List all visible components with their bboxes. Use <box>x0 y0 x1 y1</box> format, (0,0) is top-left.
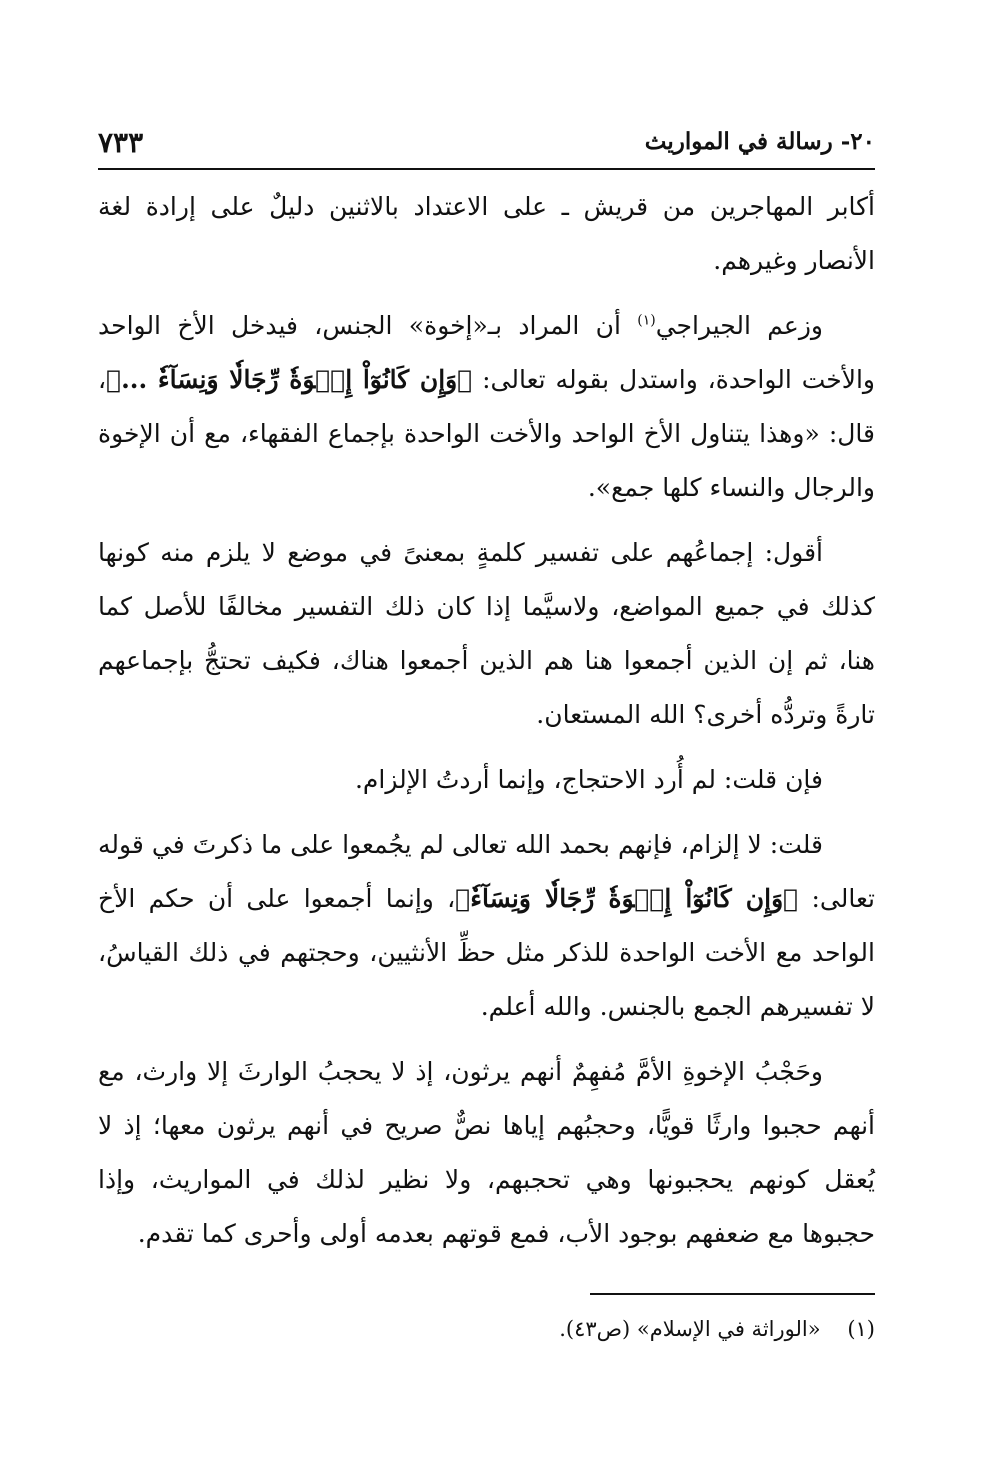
page-number: ٧٣٣ <box>98 126 144 159</box>
text-segment: ، وإنما أجمعوا على أن حكم الأخ الواحد مع الأخت الواحدة للذكر مثل حظِّ الأنثيين، وحجتهم في ذلك القياسُ، لا تفسيرهم الجمع بالجنس. والله أعلم. <box>98 884 875 1021</box>
text-segment: وزعم الجيراجي <box>655 311 823 340</box>
text-segment: أكابر المهاجرين من قريش ـ على الاعتداد بالاثنين دليلٌ على إرادة لغة الأنصار وغيرهم. <box>98 192 875 275</box>
text-segment: أن المراد بـ«إخوة» الجنس، فيدخل الأخ الواحد والأخت الواحدة، واستدل بقوله تعالى: <box>98 311 875 394</box>
paragraph-p6 <box>98 1045 875 1261</box>
footnote-reference: (١) <box>637 312 656 329</box>
footnote-separator <box>590 1293 875 1295</box>
paragraph-p1 <box>98 180 875 288</box>
footnote-text: «الوراثة في الإسلام» (ص٤٣). <box>559 1317 821 1341</box>
quran-verse: ﴿وَإِن كَانُوٓاْ إِخۡوَةٗ رِّجَالٗا وَنِسَآءٗ﴾ <box>455 884 799 913</box>
quran-verse: ﴿وَإِن كَانُوٓاْ إِخۡوَةٗ رِّجَالٗا وَنِسَآءٗ ...﴾ <box>106 365 473 394</box>
paragraph-p4 <box>98 753 875 807</box>
footnote <box>98 1312 875 1346</box>
text-segment: وحَجْبُ الإخوةِ الأمَّ مُفهِمٌ أنهم يرثون، إذ لا يحجبُ الوارثَ إلا وارث، مع أنهم حجبوا وارثًا قويًّا، وحجبُهم إياها نصٌّ صريح في أنهم يرثون معها؛ إذ لا يُعقل كونهم يحجبونها وهي تحجبهم، ولا نظير لذلك في المواريث، وإذا حجبوها مع ضعفهم بوجود الأب، فمع قوتهم بعدمه أولى وأحرى كما تقدم. <box>98 1057 875 1248</box>
running-header <box>98 122 875 170</box>
text-segment: فإن قلت: لم أُرد الاحتجاج، وإنما أردتُ الإلزام. <box>354 765 823 794</box>
text-segment: أقول: إجماعُهم على تفسير كلمةٍ بمعنىً في موضع لا يلزم منه كونها كذلك في جميع المواضع، ولاسيَّما إذا كان ذلك التفسير مخالفًا للأصل كما هنا، ثم إن الذين أجمعوا هنا هم الذين أجمعوا هناك، فكيف تحتجُّ بإجماعهم تارةً وتردُّه أخرى؟ الله المستعان. <box>98 538 875 729</box>
chapter-title: ٢٠- رسالة في المواريث <box>644 128 875 155</box>
paragraph-p2 <box>98 299 875 515</box>
text-segment: ، قال: «وهذا يتناول الأخ الواحد والأخت الواحدة بإجماع الفقهاء، مع أن الإخوة والرجال والنساء كلها جمع». <box>98 365 875 502</box>
paragraph-p5 <box>98 818 875 1034</box>
paragraph-p3 <box>98 526 875 742</box>
footnote-marker: (١) <box>847 1317 875 1341</box>
main-text <box>98 180 875 1272</box>
text-segment: قلت: لا إلزام، فإنهم بحمد الله تعالى لم يجُمعوا على ما ذكرتَ في قوله تعالى: <box>98 830 875 913</box>
